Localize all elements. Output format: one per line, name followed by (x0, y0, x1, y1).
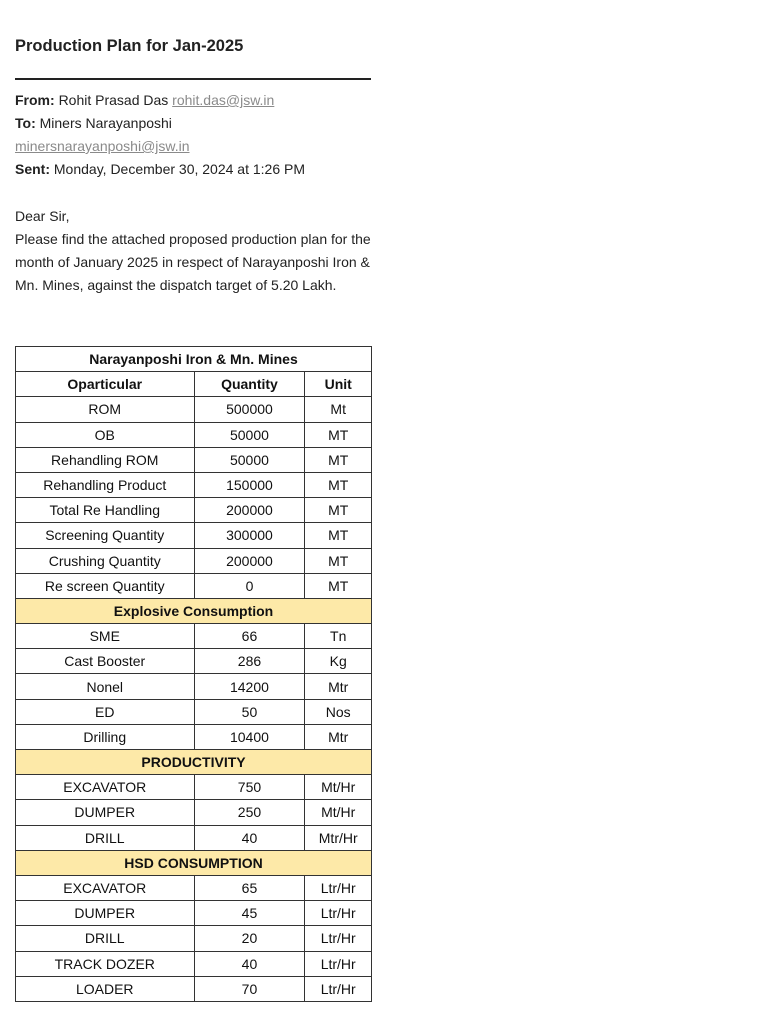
cell-quantity: 45 (194, 901, 305, 926)
cell-particular: Total Re Handling (16, 498, 195, 523)
cell-particular: ED (16, 699, 195, 724)
cell-quantity: 20 (194, 926, 305, 951)
cell-particular: Nonel (16, 674, 195, 699)
email-header (15, 89, 371, 181)
sent-line (15, 158, 371, 181)
cell-quantity: 300000 (194, 523, 305, 548)
table-row (16, 775, 372, 800)
table-row (16, 447, 372, 472)
cell-quantity: 70 (194, 976, 305, 1001)
email-body (15, 205, 371, 297)
body-paragraph: Please find the attached proposed production plan for the month of January 2025 in respect of Narayanposhi Iron & Mn. Mines, against the dispatch target of 5.20 Lakh. (15, 231, 371, 293)
cell-particular: Rehandling Product (16, 472, 195, 497)
cell-unit: Nos (305, 699, 372, 724)
productivity-section (16, 750, 372, 775)
table-row (16, 901, 372, 926)
cell-unit: MT (305, 573, 372, 598)
cell-unit: MT (305, 447, 372, 472)
table-row (16, 573, 372, 598)
cell-particular: EXCAVATOR (16, 775, 195, 800)
table-row (16, 875, 372, 900)
table-title: Narayanposhi Iron & Mn. Mines (16, 347, 372, 372)
cell-quantity: 500000 (194, 397, 305, 422)
cell-unit: MT (305, 472, 372, 497)
from-label: From: (15, 92, 55, 108)
cell-unit: Ltr/Hr (305, 951, 372, 976)
cell-quantity: 50000 (194, 422, 305, 447)
cell-particular: EXCAVATOR (16, 875, 195, 900)
cell-particular: SME (16, 624, 195, 649)
cell-particular: OB (16, 422, 195, 447)
cell-unit: Kg (305, 649, 372, 674)
cell-quantity: 250 (194, 800, 305, 825)
cell-unit: MT (305, 422, 372, 447)
cell-quantity: 14200 (194, 674, 305, 699)
cell-particular: Re screen Quantity (16, 573, 195, 598)
explosive-section (16, 598, 372, 623)
greeting: Dear Sir, (15, 208, 70, 224)
from-email-link[interactable]: rohit.das@jsw.in (172, 92, 275, 108)
table-row (16, 976, 372, 1001)
table-row (16, 548, 372, 573)
table-row (16, 523, 372, 548)
cell-unit: Mtr (305, 674, 372, 699)
cell-unit: Mt/Hr (305, 775, 372, 800)
sent-value: Monday, December 30, 2024 at 1:26 PM (53, 161, 305, 177)
table-row (16, 498, 372, 523)
cell-quantity: 286 (194, 649, 305, 674)
table-row (16, 472, 372, 497)
table-row (16, 397, 372, 422)
cell-quantity: 150000 (194, 472, 305, 497)
cell-unit: Ltr/Hr (305, 976, 372, 1001)
table-row (16, 951, 372, 976)
cell-unit: Mt (305, 397, 372, 422)
cell-particular: DRILL (16, 825, 195, 850)
cell-quantity: 750 (194, 775, 305, 800)
email-subject: Production Plan for Jan-2025 (15, 37, 244, 55)
cell-unit: Mtr (305, 724, 372, 749)
cell-particular: Drilling (16, 724, 195, 749)
cell-particular: TRACK DOZER (16, 951, 195, 976)
cell-quantity: 10400 (194, 724, 305, 749)
table-title-row (16, 347, 372, 372)
hsd-section (16, 850, 372, 875)
cell-quantity: 50000 (194, 447, 305, 472)
cell-particular: Rehandling ROM (16, 447, 195, 472)
cell-quantity: 40 (194, 951, 305, 976)
cell-unit: Ltr/Hr (305, 926, 372, 951)
cell-particular: Crushing Quantity (16, 548, 195, 573)
header-particular: Oparticular (16, 372, 195, 397)
cell-unit: MT (305, 523, 372, 548)
table-row (16, 724, 372, 749)
to-name: Miners Narayanposhi (39, 115, 172, 131)
table-header-row (16, 372, 372, 397)
cell-quantity: 200000 (194, 548, 305, 573)
cell-unit: Mt/Hr (305, 800, 372, 825)
cell-particular: DUMPER (16, 800, 195, 825)
explosive-section-title: Explosive Consumption (16, 598, 372, 623)
header-quantity: Quantity (194, 372, 305, 397)
table-row (16, 699, 372, 724)
cell-particular: Screening Quantity (16, 523, 195, 548)
cell-unit: Ltr/Hr (305, 901, 372, 926)
to-email-line (15, 135, 371, 158)
cell-particular: LOADER (16, 976, 195, 1001)
cell-particular: DRILL (16, 926, 195, 951)
table-row (16, 674, 372, 699)
cell-unit: Ltr/Hr (305, 875, 372, 900)
hsd-section-title: HSD CONSUMPTION (16, 850, 372, 875)
cell-unit: MT (305, 498, 372, 523)
cell-unit: Tn (305, 624, 372, 649)
cell-quantity: 50 (194, 699, 305, 724)
cell-quantity: 65 (194, 875, 305, 900)
productivity-section-title: PRODUCTIVITY (16, 750, 372, 775)
cell-quantity: 0 (194, 573, 305, 598)
cell-unit: MT (305, 548, 372, 573)
table-row (16, 422, 372, 447)
cell-quantity: 200000 (194, 498, 305, 523)
table-row (16, 800, 372, 825)
header-unit: Unit (305, 372, 372, 397)
cell-quantity: 40 (194, 825, 305, 850)
to-line (15, 112, 371, 135)
production-plan-table (15, 346, 372, 1002)
sent-label: Sent: (15, 161, 50, 177)
table-row (16, 624, 372, 649)
table-row (16, 649, 372, 674)
to-email-link[interactable]: minersnarayanposhi@jsw.in (15, 138, 190, 154)
table-row (16, 825, 372, 850)
from-line (15, 89, 371, 112)
from-name: Rohit Prasad Das (58, 92, 169, 108)
to-label: To: (15, 115, 36, 131)
cell-particular: DUMPER (16, 901, 195, 926)
cell-particular: ROM (16, 397, 195, 422)
header-divider (15, 78, 371, 80)
cell-unit: Mtr/Hr (305, 825, 372, 850)
cell-particular: Cast Booster (16, 649, 195, 674)
table-row (16, 926, 372, 951)
cell-quantity: 66 (194, 624, 305, 649)
